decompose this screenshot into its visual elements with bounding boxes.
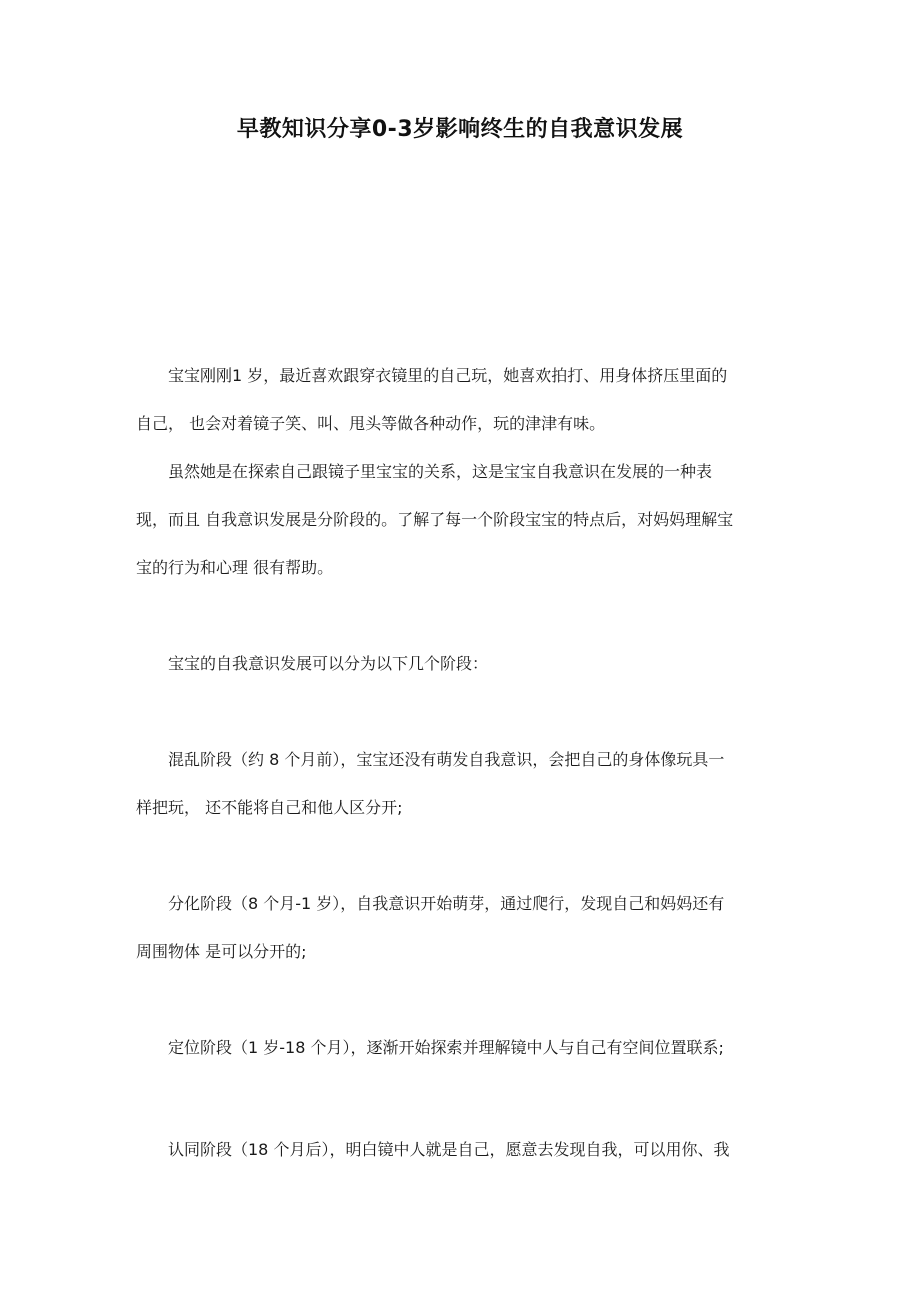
- paragraph-4-line-1: 混乱阶段（约 8 个月前），宝宝还没有萌发自我意识，会把自己的身体像玩具一: [168, 750, 725, 769]
- paragraph-6-line-1: 定位阶段（1 岁-18 个月），逐渐开始探索并理解镜中人与自己有空间位置联系;: [168, 1038, 724, 1057]
- paragraph-1-line-2: 自己， 也会对着镜子笑、叫、甩头等做各种动作，玩的津津有味。: [136, 414, 606, 433]
- paragraph-7-line-1: 认同阶段（18 个月后），明白镜中人就是自己，愿意去发现自我，可以用你、我: [168, 1140, 730, 1159]
- paragraph-1-line-1: 宝宝刚刚1 岁，最近喜欢跟穿衣镜里的自己玩，她喜欢拍打、用身体挤压里面的: [168, 366, 728, 385]
- paragraph-3-line-1: 宝宝的自我意识发展可以分为以下几个阶段：: [168, 654, 489, 673]
- paragraph-5-line-1: 分化阶段（8 个月-1 岁），自我意识开始萌芽，通过爬行，发现自己和妈妈还有: [168, 894, 725, 913]
- paragraph-2-line-2: 现，而且 自我意识发展是分阶段的。了解了每一个阶段宝宝的特点后，对妈妈理解宝: [136, 510, 734, 529]
- paragraph-4-line-2: 样把玩， 还不能将自己和他人区分开;: [136, 798, 403, 817]
- paragraph-2-line-3: 宝的行为和心理 很有帮助。: [136, 558, 334, 577]
- document-title: 早教知识分享0-3岁影响终生的自我意识发展: [236, 117, 684, 142]
- paragraph-5-line-2: 周围物体 是可以分开的;: [136, 942, 307, 961]
- paragraph-2-line-1: 虽然她是在探索自己跟镜子里宝宝的关系，这是宝宝自我意识在发展的一种表: [168, 462, 713, 481]
